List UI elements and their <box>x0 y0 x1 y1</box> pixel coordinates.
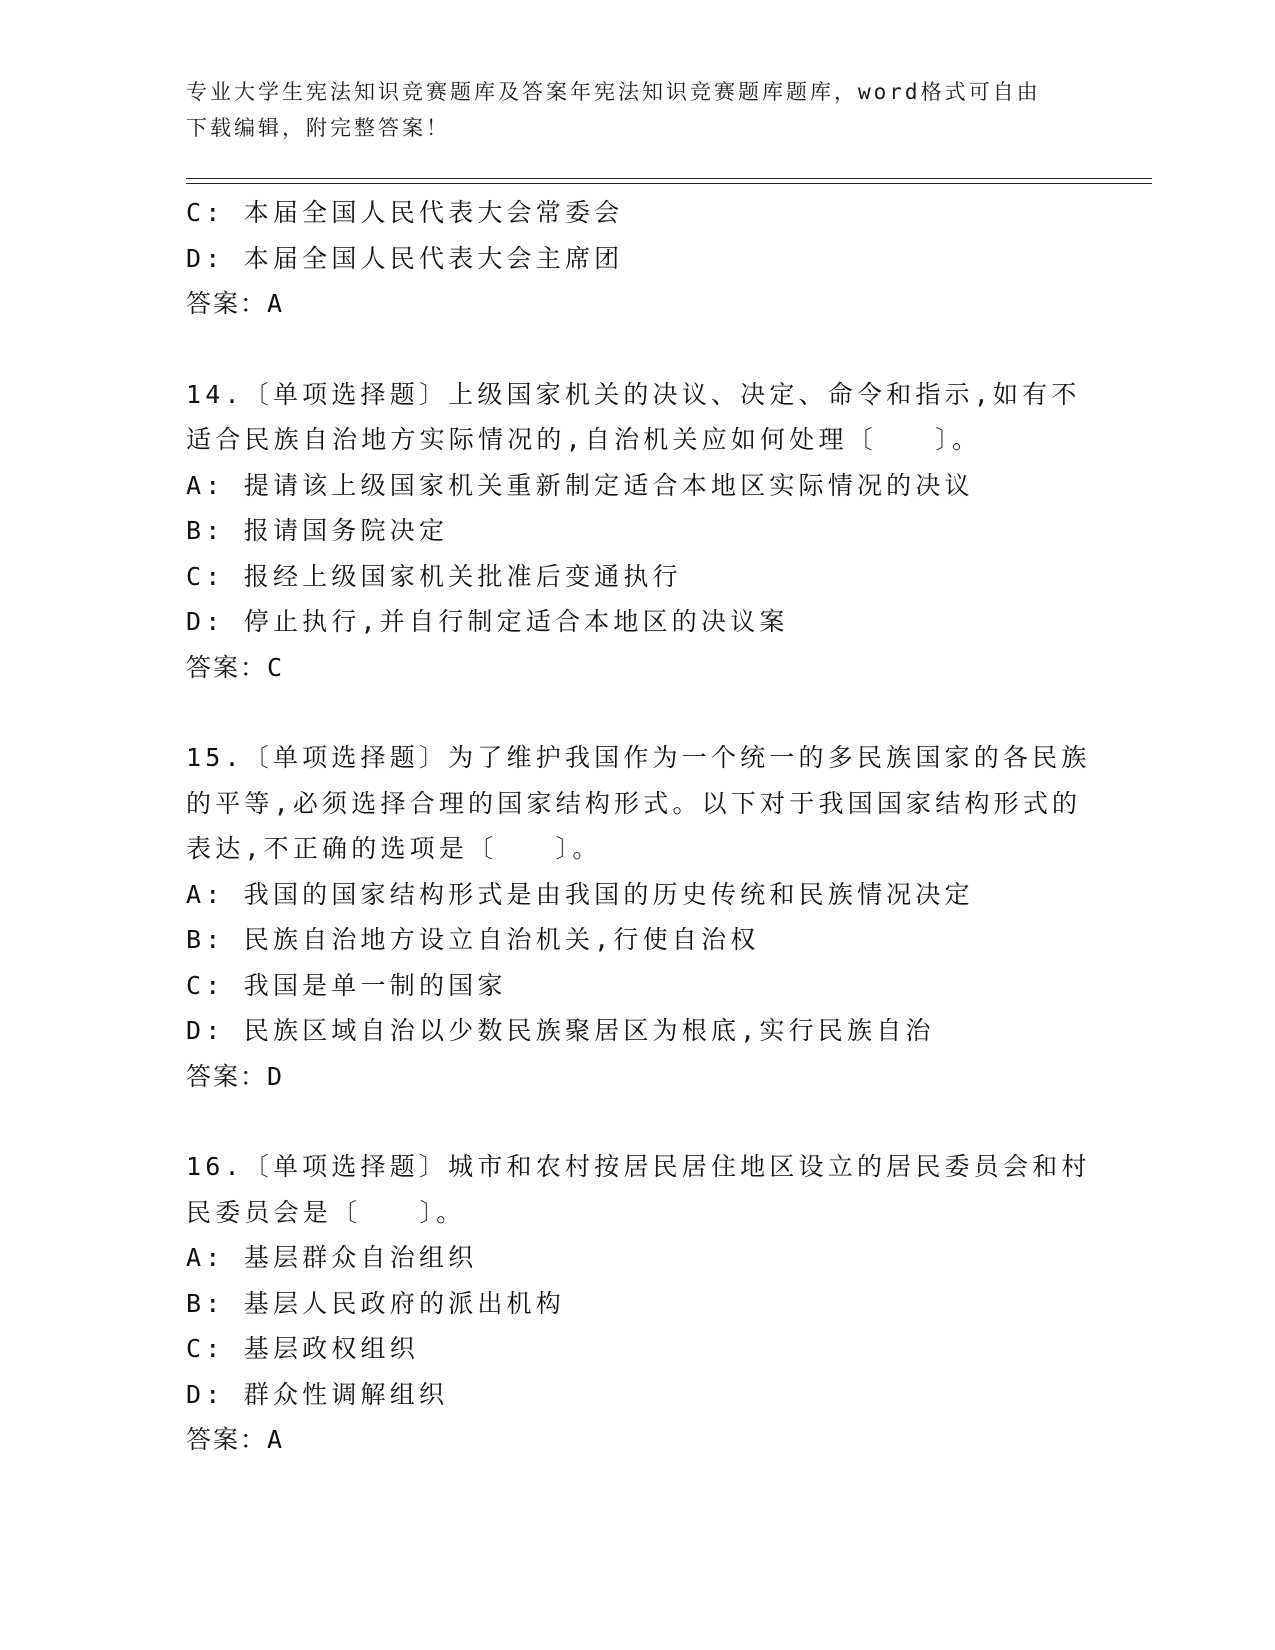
answer-line <box>186 281 1086 327</box>
spacer <box>186 327 1086 372</box>
question-stem-line: 的平等,必须选择合理的国家结构形式。以下对于我国国家结构形式的 <box>186 788 1082 818</box>
option-b: B: 基层人民政府的派出机构 <box>186 1288 565 1318</box>
question-stem-line: 15.〔单项选择题〕为了维护我国作为一个统一的多民族国家的各民族 <box>186 743 1091 772</box>
question-stem-line: 民委员会是〔 〕。 <box>186 1197 466 1227</box>
option-d: D: 本届全国人民代表大会主席团 <box>186 243 624 273</box>
answer-label: 答案： <box>186 1061 268 1091</box>
question-stem-line: 14.〔单项选择题〕上级国家机关的决议、决定、命令和指示,如有不 <box>186 379 1081 409</box>
option-d: D: 群众性调解组织 <box>186 1379 449 1409</box>
header-line-1: 专业大学生宪法知识竞赛题库及答案年宪法知识竞赛题库题库，word格式可自由 <box>186 80 1041 104</box>
question-16 <box>186 1144 1091 1463</box>
answer-line <box>186 1417 1086 1463</box>
option-c: C: 我国是单一制的国家 <box>186 970 507 1000</box>
answer-value: D <box>267 1061 285 1091</box>
option-d: D: 民族区域自治以少数民族聚居区为根底,实行民族自治 <box>186 1016 935 1045</box>
spacer <box>186 1099 1086 1144</box>
header-divider-top <box>186 178 1152 179</box>
question-15 <box>186 735 1091 1099</box>
answer-line <box>186 645 1086 691</box>
answer-value: A <box>267 289 285 318</box>
question-14 <box>186 372 1086 691</box>
option-c: C: 报经上级国家机关批准后变通执行 <box>186 561 682 591</box>
header-line-2: 下载编辑，附完整答案！ <box>186 116 450 140</box>
page-header <box>186 74 1066 146</box>
question-stem-line: 适合民族自治地方实际情况的,自治机关应如何处理〔 〕。 <box>186 425 982 454</box>
answer-line <box>186 1054 1086 1100</box>
spacer <box>186 690 1086 735</box>
option-a: A: 提请该上级国家机关重新制定适合本地区实际情况的决议 <box>186 470 974 500</box>
answer-value: C <box>267 652 285 682</box>
answer-label: 答案： <box>186 1425 268 1454</box>
answer-value: A <box>267 1425 285 1454</box>
option-b: B: 民族自治地方设立自治机关,行使自治权 <box>186 925 760 954</box>
option-a: A: 我国的国家结构形式是由我国的历史传统和民族情况决定 <box>186 879 974 909</box>
option-a: A: 基层群众自治组织 <box>186 1243 478 1272</box>
option-c: C: 本届全国人民代表大会常委会 <box>186 198 624 227</box>
question-stem-line: 表达,不正确的选项是〔 〕。 <box>186 834 602 863</box>
answer-label: 答案： <box>186 652 268 682</box>
question-stem-line: 16.〔单项选择题〕城市和农村按居民居住地区设立的居民委员会和村 <box>186 1152 1091 1181</box>
option-d: D: 停止执行,并自行制定适合本地区的决议案 <box>186 607 789 636</box>
question-list <box>186 190 1091 1463</box>
question-13-continued <box>186 190 1086 327</box>
option-b: B: 报请国务院决定 <box>186 516 449 545</box>
option-c: C: 基层政权组织 <box>186 1334 419 1363</box>
header-divider-bottom <box>186 183 1152 184</box>
answer-label: 答案： <box>186 289 268 318</box>
